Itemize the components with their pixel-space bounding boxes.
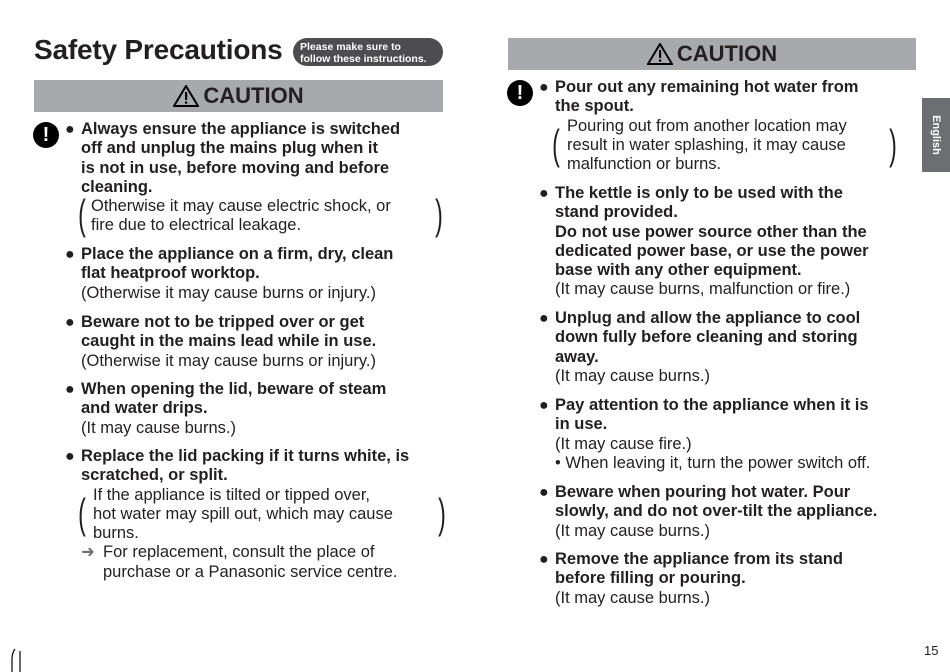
right-paren-icon: ): [889, 120, 897, 168]
language-tab: [922, 98, 950, 172]
item-bold-text: Place the appliance on a firm, dry, clean: [81, 245, 394, 263]
warning-triangle-icon: [647, 43, 673, 65]
list-item: [539, 78, 897, 174]
pill-line: Please make sure to: [300, 41, 401, 53]
bullet-icon: ●: [539, 79, 549, 96]
item-note: (It may cause burns.): [81, 418, 236, 437]
pill-line: follow these instructions.: [300, 53, 427, 65]
bullet-icon: ●: [539, 484, 549, 501]
item-bold-text: and water drips.: [81, 399, 208, 418]
note-text: hot water may spill out, which may cause: [93, 504, 393, 523]
item-bold-text: stand provided.: [555, 203, 678, 222]
item-bold-text: Beware when pouring hot water. Pour: [555, 483, 851, 501]
parenthetical-note: [78, 485, 449, 544]
caution-label: CAUTION: [203, 83, 304, 108]
item-bold-text: The kettle is only to be used with the: [555, 184, 843, 202]
note-text: burns.: [93, 524, 139, 543]
item-bold-text: Replace the lid packing if it turns white, is: [81, 447, 410, 465]
note-text: malfunction or burns.: [567, 155, 722, 174]
exclamation-circle-icon: !: [507, 80, 533, 106]
item-bold-text: flat heatproof worktop.: [81, 264, 260, 283]
bullet-icon: ●: [539, 310, 549, 327]
left-paren-icon: (: [78, 489, 86, 537]
note-text: Otherwise it may cause electric shock, or: [91, 197, 391, 216]
item-bold-text: slowly, and do not over-tilt the appliance.: [555, 502, 878, 521]
bullet-icon: ●: [539, 185, 549, 202]
item-bold-text: Pour out any remaining hot water from: [555, 78, 859, 96]
warning-triangle-icon: [173, 85, 199, 107]
item-bold-text: Remove the appliance from its stand: [555, 550, 843, 568]
item-bold-text: dedicated power base, or use the power: [555, 241, 869, 260]
replacement-note: [81, 543, 449, 582]
right-paren-icon: ): [438, 489, 446, 537]
item-bold-text: down fully before cleaning and storing: [555, 328, 858, 347]
note-text: purchase or a Panasonic service centre.: [103, 562, 398, 581]
item-bold-text: When opening the lid, beware of steam: [81, 380, 387, 398]
arrow-right-icon: ➜: [81, 543, 95, 562]
note-text: For replacement, consult the place of: [103, 543, 375, 562]
page-number: 15: [924, 643, 939, 658]
list-item: [65, 313, 446, 371]
parenthetical-note: [552, 116, 897, 175]
item-bold-text: Beware not to be tripped over or get: [81, 313, 365, 331]
item-bold-text: Always ensure the appliance is switched: [81, 120, 401, 138]
exclamation-circle-icon: !: [33, 122, 59, 148]
item-note: (It may cause burns.): [555, 366, 710, 385]
note-text: Pouring out from another location may: [567, 116, 847, 135]
list-item: [539, 309, 915, 386]
item-bold-text: base with any other equipment.: [555, 261, 802, 280]
bullet-icon: ●: [65, 246, 75, 263]
list-item: [539, 184, 915, 300]
bullet-icon: ●: [65, 314, 75, 331]
bullet-icon: ●: [539, 551, 549, 568]
list-item: [65, 120, 446, 239]
list-item: [65, 380, 446, 438]
instruction-pill: [293, 38, 443, 66]
list-item: [539, 550, 915, 608]
item-bold-text: Do not use power source other than the: [555, 222, 867, 241]
item-bold-text: caught in the mains lead while in use.: [81, 332, 377, 351]
item-note: (It may cause burns.): [555, 521, 710, 540]
list-item: [539, 483, 920, 541]
item-bold-text: scratched, or split.: [81, 466, 228, 485]
item-note: (Otherwise it may cause burns or injury.): [81, 351, 376, 370]
item-note: (Otherwise it may cause burns or injury.): [81, 283, 376, 302]
note-text: fire due to electrical leakage.: [91, 216, 302, 235]
page-title: Safety Precautions: [34, 34, 283, 65]
item-note: (It may cause burns.): [555, 588, 710, 607]
bullet-icon: ●: [65, 121, 75, 138]
item-bold-text: Unplug and allow the appliance to cool: [555, 309, 861, 327]
caution-header-right: [508, 38, 916, 70]
parenthetical-note: [78, 191, 446, 239]
left-paren-icon: (: [78, 191, 86, 239]
list-item: [65, 447, 449, 582]
item-bold-text: in use.: [555, 415, 608, 434]
item-bold-text: cleaning.: [81, 177, 153, 196]
item-note: (It may cause burns, malfunction or fire.): [555, 280, 851, 299]
note-text: result in water splashing, it may cause: [567, 135, 846, 154]
item-note: (It may cause fire.): [555, 434, 692, 453]
item-bold-text: away.: [555, 347, 599, 366]
item-note: • When leaving it, turn the power switch off.: [555, 453, 871, 472]
caution-header-left: [34, 80, 443, 112]
item-bold-text: before filling or pouring.: [555, 569, 746, 588]
bullet-icon: ●: [65, 381, 75, 398]
list-item: [539, 396, 915, 473]
right-paren-icon: ): [435, 191, 443, 239]
note-text: If the appliance is tilted or tipped over,: [93, 485, 371, 504]
crop-mark-icon: [10, 647, 24, 672]
item-bold-text: the spout.: [555, 97, 634, 116]
bullet-icon: ●: [65, 448, 75, 465]
item-bold-text: is not in use, before moving and before: [81, 158, 390, 177]
item-bold-text: Pay attention to the appliance when it is: [555, 396, 869, 414]
language-tab-label: English: [930, 115, 942, 155]
list-item: [65, 245, 446, 303]
caution-label: CAUTION: [676, 41, 778, 66]
bullet-icon: ●: [539, 397, 549, 414]
left-paren-icon: (: [552, 120, 560, 168]
item-bold-text: off and unplug the mains plug when it: [81, 139, 378, 158]
